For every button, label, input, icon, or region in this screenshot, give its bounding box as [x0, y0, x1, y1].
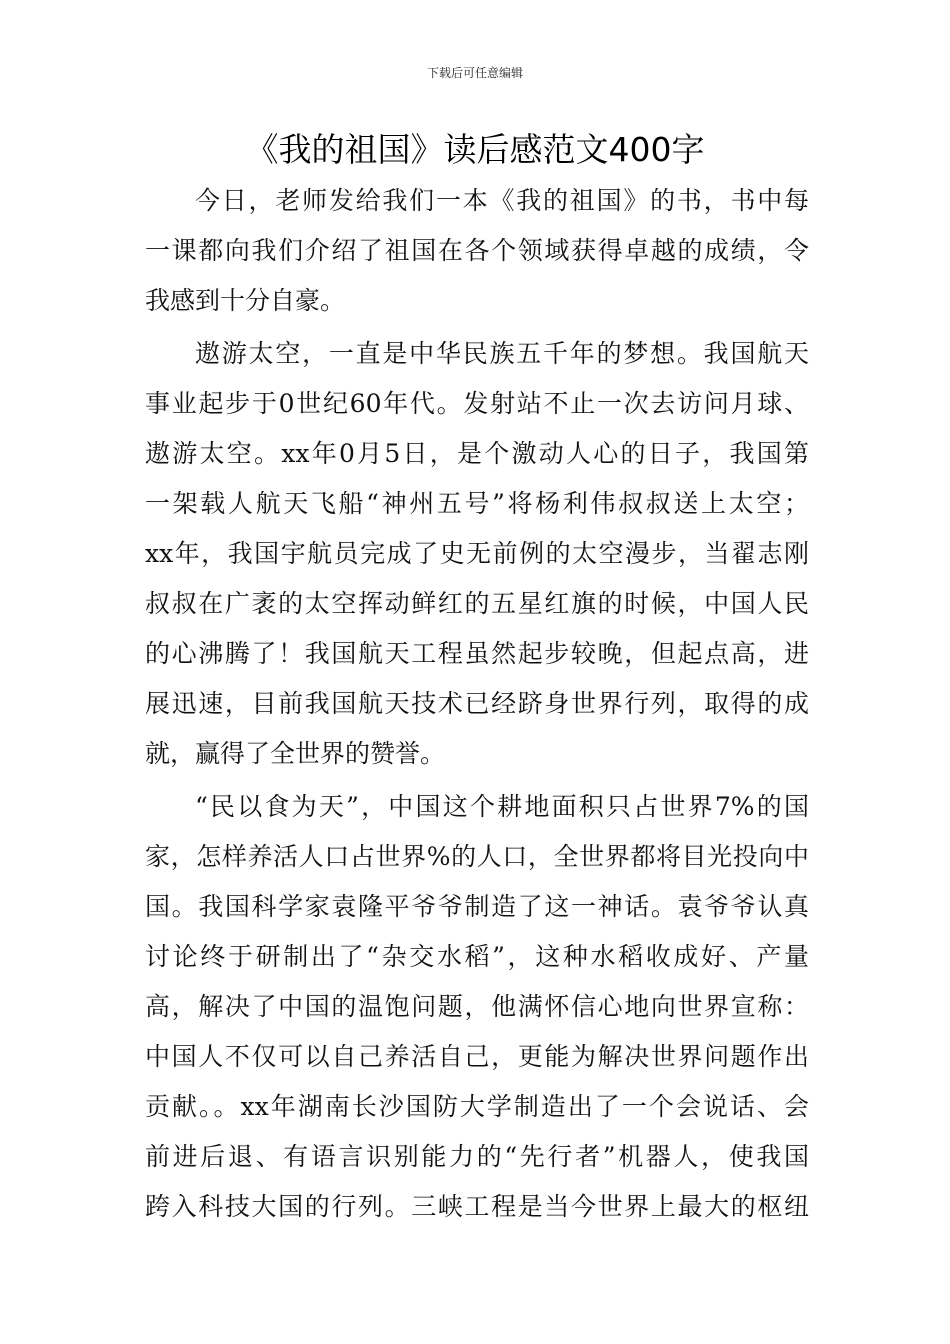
- text-line: 跨入科技大国的行列。三峡工程是当今世界上最大的枢纽: [145, 1192, 809, 1221]
- text-line: 家，怎样养活人口占世界%的人口，全世界都将目光投向中: [145, 842, 809, 871]
- text-line: 贡献。。xx年湖南长沙国防大学制造出了一个会说话、会: [145, 1092, 809, 1121]
- text-line: 展迅速，目前我国航天技术已经跻身世界行列，取得的成: [145, 689, 809, 718]
- paragraph-2: [145, 329, 809, 779]
- text-line: 中国人不仅可以自己养活自己，更能为解决世界问题作出: [145, 1042, 809, 1071]
- text-line: 的心沸腾了！我国航天工程虽然起步较晚，但起点高，进: [145, 639, 809, 668]
- document-title: 《我的祖国》读后感范文400字: [245, 130, 705, 169]
- text-line: 就，赢得了全世界的赞誉。: [145, 739, 446, 768]
- text-line: xx年，我国宇航员完成了史无前例的太空漫步，当翟志刚: [145, 539, 809, 568]
- text-line: 讨论终于研制出了“杂交水稻”，这种水稻收成好、产量: [145, 942, 809, 971]
- paragraph-1: [145, 176, 809, 326]
- text-line: 遨游太空，一直是中华民族五千年的梦想。我国航天: [195, 339, 809, 368]
- paragraph-3: [145, 782, 809, 1232]
- text-line: 叔叔在广袤的太空挥动鲜红的五星红旗的时候，中国人民: [145, 589, 809, 618]
- text-line: 遨游太空。xx年0月5日，是个激动人心的日子，我国第: [145, 439, 809, 468]
- text-line: 一课都向我们介绍了祖国在各个领域获得卓越的成绩，令: [145, 236, 809, 265]
- text-line: 一架载人航天飞船“神州五号”将杨利伟叔叔送上太空；: [145, 489, 809, 518]
- text-line: 高，解决了中国的温饱问题，他满怀信心地向世界宣称：: [145, 992, 809, 1021]
- text-line: 国。我国科学家袁隆平爷爷制造了这一神话。袁爷爷认真: [145, 892, 809, 921]
- text-line: 事业起步于0世纪60年代。发射站不止一次去访问月球、: [145, 389, 809, 418]
- page-header-note: 下载后可任意编辑: [426, 66, 523, 80]
- document-body: [145, 176, 809, 1235]
- text-line: 前进后退、有语言识别能力的“先行者”机器人，使我国: [145, 1142, 809, 1171]
- text-line: “民以食为天”，中国这个耕地面积只占世界7%的国: [195, 792, 809, 821]
- text-line: 我感到十分自豪。: [145, 286, 346, 315]
- text-line: 今日，老师发给我们一本《我的祖国》的书，书中每: [195, 186, 809, 215]
